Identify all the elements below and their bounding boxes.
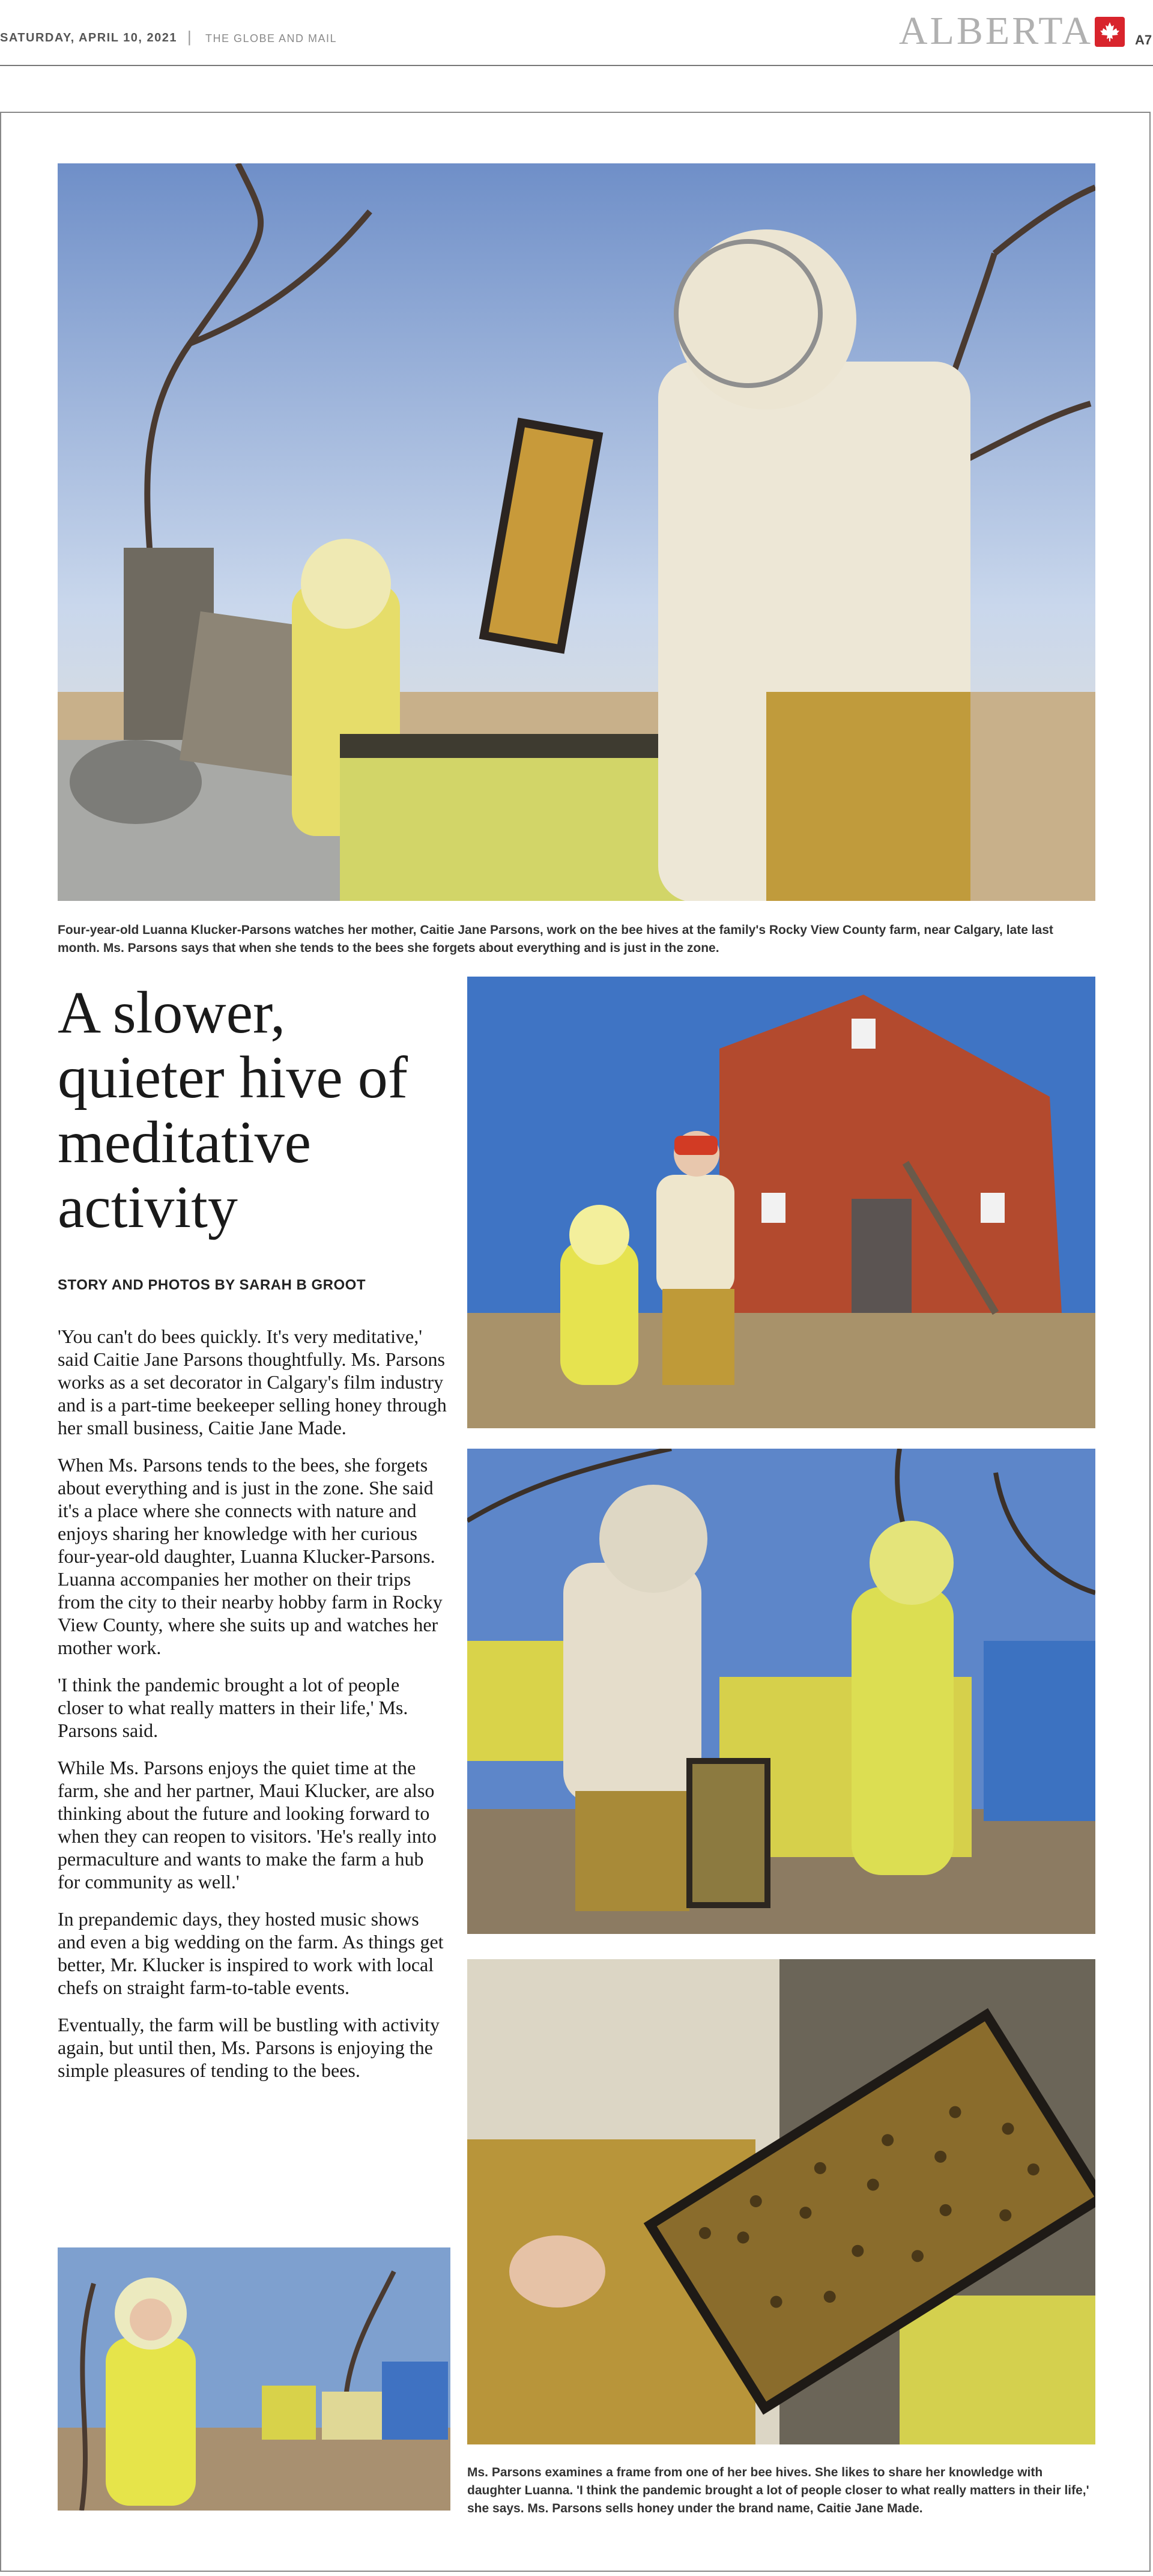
publication-name: THE GLOBE AND MAIL	[205, 32, 337, 44]
issue-date: SATURDAY, APRIL 10, 2021	[0, 31, 177, 44]
barn-photo	[467, 977, 1095, 1428]
article-body	[58, 1325, 448, 2096]
header-rule	[0, 65, 1153, 66]
maple-leaf-icon	[1095, 17, 1125, 47]
story-paragraph: When Ms. Parsons tends to the bees, she forgets about everything and is just in the zone. She said it's a place where she connects with nature and enjoys sharing her knowledge with her curious four-year-old daughter, Luanna Klucker-Parsons. Luanna accompanies her mother on their trips from the city to their nearby hobby farm in Rocky View County, where she suits up and watches her mother work.	[58, 1454, 443, 1658]
story-paragraph: 'You can't do bees quickly. It's very meditative,' said Caitie Jane Parsons thoughtfully. Ms. Parsons works as a set decorator in Calgary's film industry and is a part-time beekeeper selling honey through her small business, Caitie Jane Made.	[58, 1326, 447, 1438]
header-separator: |	[187, 28, 192, 46]
story-paragraph: In prepandemic days, they hosted music shows and even a big wedding on the farm. As things get better, Mr. Klucker is inspired to work with local chefs on straight farm-to-table events.	[58, 1908, 444, 1998]
child-photo	[58, 2247, 450, 2511]
lead-photo	[58, 163, 1095, 901]
story-paragraph: While Ms. Parsons enjoys the quiet time at the farm, she and her partner, Maui Klucker, are also thinking about the future and looking forward to when they can reopen to visitors. 'He's really into permaculture and wants to make the farm a hub for community as well.'	[58, 1757, 437, 1893]
article-headline: A slower, quieter hive of meditative activity	[58, 979, 408, 1240]
hives-photo	[467, 1449, 1095, 1934]
section-name: ALBERTA	[898, 9, 1093, 53]
story-paragraph: Eventually, the farm will be bustling with activity again, but until then, Ms. Parsons is enjoying the simple pleasures of tending to the bees.	[58, 2014, 440, 2081]
article-byline: STORY AND PHOTOS BY SARAH B GROOT	[58, 1277, 366, 1293]
frame-photo	[467, 1959, 1095, 2444]
frame-photo-caption: Ms. Parsons examines a frame from one of her bee hives. She likes to share her knowledge with daughter Luanna. 'I think the pandemic brought a lot of people closer to what really matters in their life,' she says. Ms. Parsons sells honey under the brand name, Caitie Jane Made.	[467, 2465, 1089, 2515]
page-header	[0, 0, 1153, 65]
lead-photo-caption: Four-year-old Luanna Klucker-Parsons watches her mother, Caitie Jane Parsons, work on the bee hives at the family's Rocky View County farm, near Calgary, late last month. Ms. Parsons says that when she tends to the bees she forgets about everything and is just in the zone.	[58, 923, 1053, 955]
page-number: A7	[1135, 32, 1152, 47]
story-paragraph: 'I think the pandemic brought a lot of people closer to what really matters in their life,' Ms. Parsons said.	[58, 1674, 408, 1741]
